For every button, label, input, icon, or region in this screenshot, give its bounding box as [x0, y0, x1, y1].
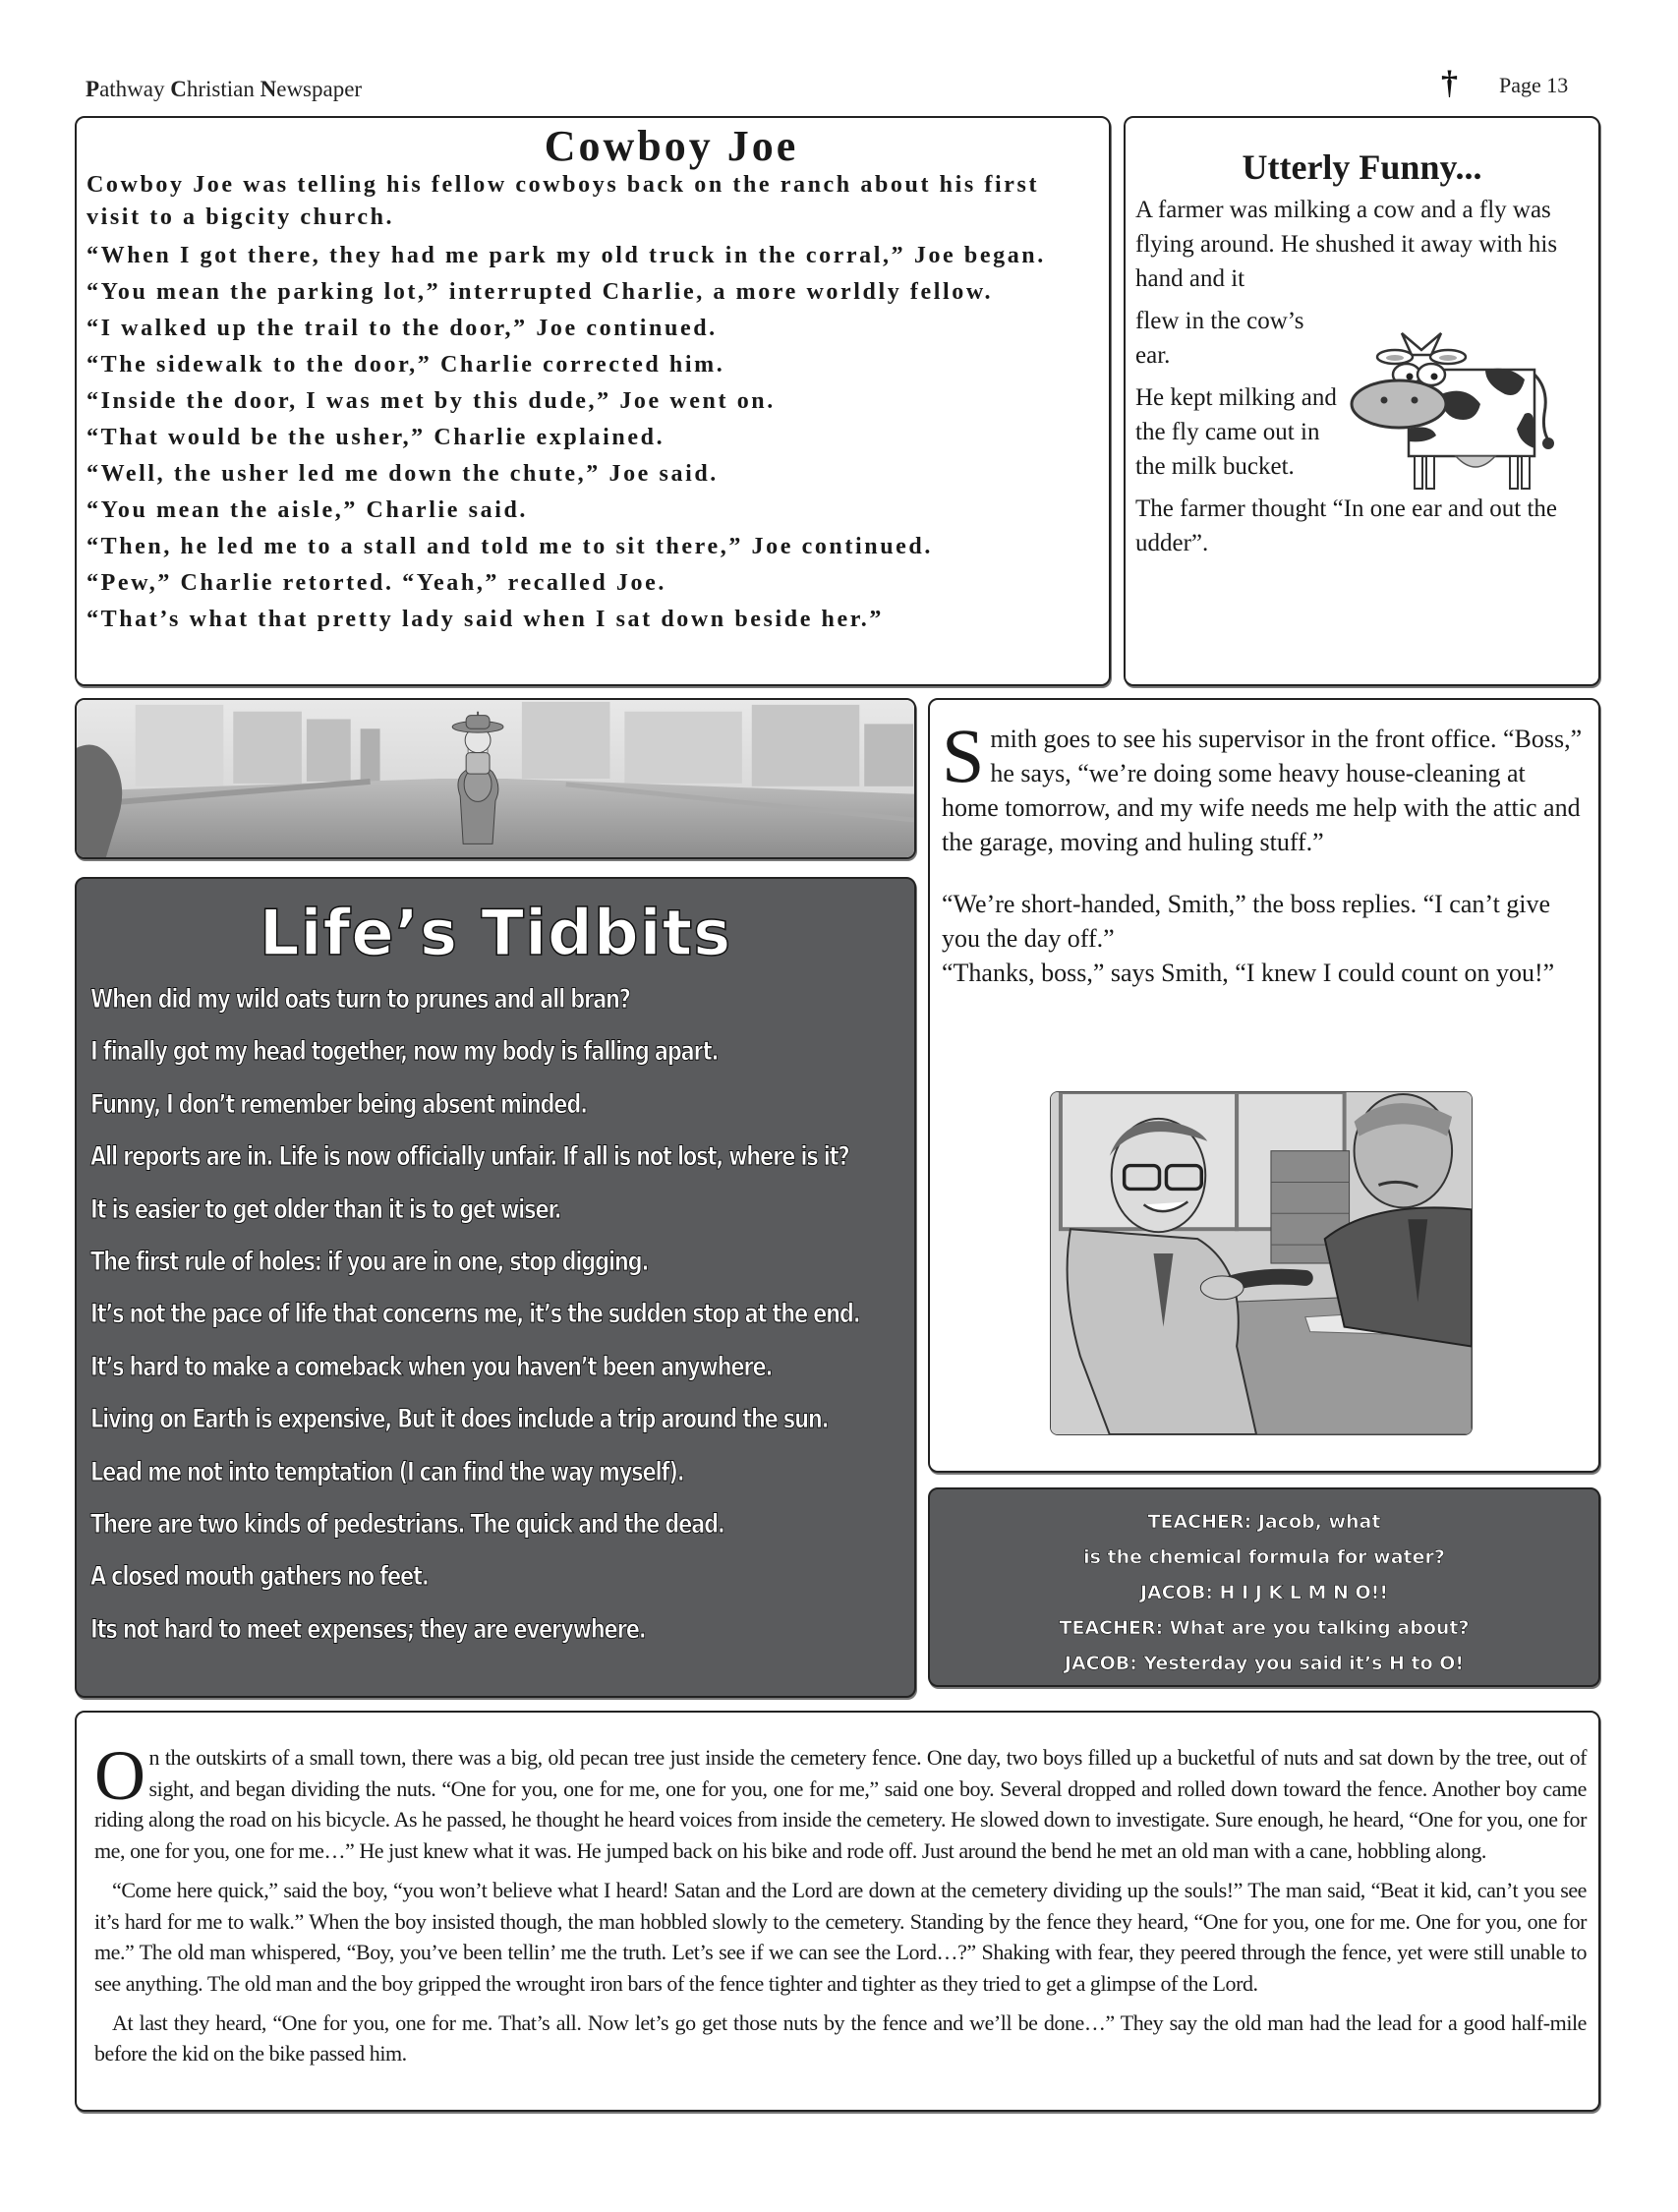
- tidbit-item: Its not hard to meet expenses; they are everywhere.: [90, 1613, 646, 1645]
- title-part: hristian: [186, 77, 260, 101]
- lifes-tidbits-article: [75, 877, 916, 1698]
- dialogue-line: “You mean the aisle,” Charlie said.: [87, 497, 529, 523]
- cowboy-joe-title: Cowboy Joe: [544, 122, 799, 170]
- smith-paragraph: “Thanks, boss,” says Smith, “I knew I could count on you!”: [942, 959, 1555, 987]
- cemetery-story-article: [75, 1711, 1600, 2112]
- smith-paragraph: [942, 713, 1587, 859]
- tidbit-item: Lead me not into temptation (I can find the way myself).: [90, 1456, 684, 1487]
- teacher-joke-article: [928, 1487, 1600, 1687]
- cross-icon: †: [1441, 65, 1458, 101]
- tidbit-item: It’s not the pace of life that concerns me, it’s the sudden stop at the end.: [90, 1299, 860, 1330]
- office-illustration: [1050, 1091, 1473, 1435]
- dialogue-line: “I walked up the trail to the door,” Joe continued.: [87, 316, 718, 341]
- page-number: Page 13: [1499, 73, 1569, 97]
- dialogue-line: “That would be the usher,” Charlie explained.: [87, 425, 665, 450]
- drop-cap: O: [94, 1736, 145, 1815]
- title-initial-c: C: [170, 77, 187, 101]
- joke-line: JACOB: Yesterday you said it’s H to O!: [1064, 1653, 1465, 1674]
- utterly-funny-paragraph: A farmer was milking a cow and a fly was flying around. He shushed it away with his hand and it: [1135, 197, 1558, 292]
- tidbit-item: Funny, I don’t remember being absent minded.: [90, 1088, 587, 1120]
- title-part: athway: [99, 77, 171, 101]
- dialogue-line: “Pew,” Charlie retorted. “Yeah,” recalled Joe.: [87, 570, 666, 596]
- utterly-funny-article: [1124, 116, 1600, 686]
- title-part: ewspaper: [276, 77, 363, 101]
- drop-cap: S: [942, 713, 985, 798]
- tidbits-list: [90, 973, 900, 1656]
- dialogue-line: “Then, he led me to a stall and told me to sit there,” Joe continued.: [87, 534, 933, 559]
- tidbit-item: The first rule of holes: if you are in one, stop digging.: [90, 1247, 649, 1278]
- joke-line: is the chemical formula for water?: [1083, 1546, 1445, 1568]
- dialogue-line: “The sidewalk to the door,” Charlie corrected him.: [87, 352, 725, 378]
- joke-line: TEACHER: Jacob, what: [1147, 1511, 1381, 1533]
- story-paragraph: “Come here quick,” said the boy, “you won’t believe what I heard! Satan and the Lord are down at the cemetery dividing up the souls!” The man said, “Beat it kid, can’t you see it’s hard for me to walk.” When the boy insisted though, the man hobbled slowly to the cemetery. Standing by the fence they heard, “One for you, one for me. One for you, one for me.” The old man whispered, “Boy, you’ve been tellin’ me the truth. Let’s see if we can see the Lord…?” Shaking with fear, they peered through the fence, yet were still unable to see anything. The old man and the boy gripped the wrought iron bars of the fence tighter and tighter as they tried to get a glimpse of the Lord.: [94, 1877, 1587, 1996]
- title-initial-p: P: [86, 77, 100, 101]
- story-paragraph: [94, 1736, 1587, 1867]
- utterly-funny-paragraph: flew in the cow’s ear.: [1135, 308, 1304, 369]
- tidbit-item: It’s hard to make a comeback when you haven’t been anywhere.: [90, 1351, 773, 1382]
- dialogue-line: “Inside the door, I was met by this dude,” Joe went on.: [87, 388, 776, 414]
- smith-story-article: [928, 698, 1600, 1473]
- dialogue-line: “When I got there, they had me park my old truck in the corral,” Joe began.: [87, 243, 1046, 268]
- title-initial-n: N: [260, 77, 277, 101]
- joke-line: TEACHER: What are you talking about?: [1059, 1617, 1470, 1639]
- tidbit-item: Living on Earth is expensive, But it does include a trip around the sun.: [90, 1404, 829, 1435]
- cowboy-joe-article: [75, 116, 1111, 686]
- story-paragraph: At last they heard, “One for you, one for me. That’s all. Now let’s go get those nuts by the fence and we’ll be done…” They say the old man had the lead for a good half-mile before the kid on the bike passed him.: [94, 2009, 1587, 2066]
- smith-paragraph: “We’re short-handed, Smith,” the boss replies. “I can’t give you the day off.”: [942, 890, 1551, 953]
- utterly-funny-paragraph: He kept milking and the fly came out in the milk bucket.: [1135, 384, 1337, 480]
- tidbit-item: There are two kinds of pedestrians. The quick and the dead.: [90, 1509, 724, 1541]
- dialogue-line: “Well, the usher led me down the chute,” Joe said.: [87, 461, 719, 487]
- story-text: n the outskirts of a small town, there was a big, old pecan tree just inside the cemetery fence. One day, two boys filled up a bucketful of nuts and sat down by the tree, out of sight, and began dividing the nuts. “One for you, one for me, one for you, one for me,” said one boy. Several dropped and rolled down toward the fence. Another boy came riding along the road on his bicycle. As he passed, he thought he heard voices from inside the cemetery. He slowed down to investigate. Sure enough, he heard, “One for you, one for me, one for you, one for me…” He just knew what it was. He jumped back on his bike and rode off. Just around the bend he met an old man with a cane, hobbling along.: [94, 1745, 1587, 1864]
- tidbit-item: All reports are in. Life is now officially unfair. If all is not lost, where is it?: [90, 1141, 849, 1173]
- smith-text: mith goes to see his supervisor in the front office. “Boss,” he says, “we’re doing some heavy house-cleaning at home tomorrow, and my wife needs me help with the attic and the garage, moving and huling stuff.”: [942, 725, 1583, 856]
- utterly-funny-punchline: The farmer thought “In one ear and out the udder”.: [1135, 495, 1557, 556]
- cowboy-joe-intro: Cowboy Joe was telling his fellow cowboys back on the ranch about his first visit to a bigcity church.: [87, 172, 1040, 230]
- dialogue-line: “You mean the parking lot,” interrupted Charlie, a more worldly fellow.: [87, 279, 994, 305]
- lifes-tidbits-title: Life’s Tidbits: [259, 898, 732, 970]
- tidbit-item: When did my wild oats turn to prunes and all bran?: [90, 984, 630, 1015]
- cowboy-city-banner-image: [75, 698, 916, 859]
- publication-title: [86, 77, 362, 102]
- tidbit-item: I finally got my head together, now my body is falling apart.: [90, 1036, 719, 1068]
- tidbit-item: A closed mouth gathers no feet.: [90, 1561, 429, 1593]
- utterly-funny-title: Utterly Funny...: [1242, 147, 1482, 187]
- joke-line: JACOB: H I J K L M N O!!: [1139, 1582, 1389, 1603]
- tidbit-item: It is easier to get older than it is to get wiser.: [90, 1193, 561, 1225]
- dialogue-line: “That’s what that pretty lady said when I sat down beside her.”: [87, 607, 885, 632]
- cow-illustration: [1348, 325, 1569, 493]
